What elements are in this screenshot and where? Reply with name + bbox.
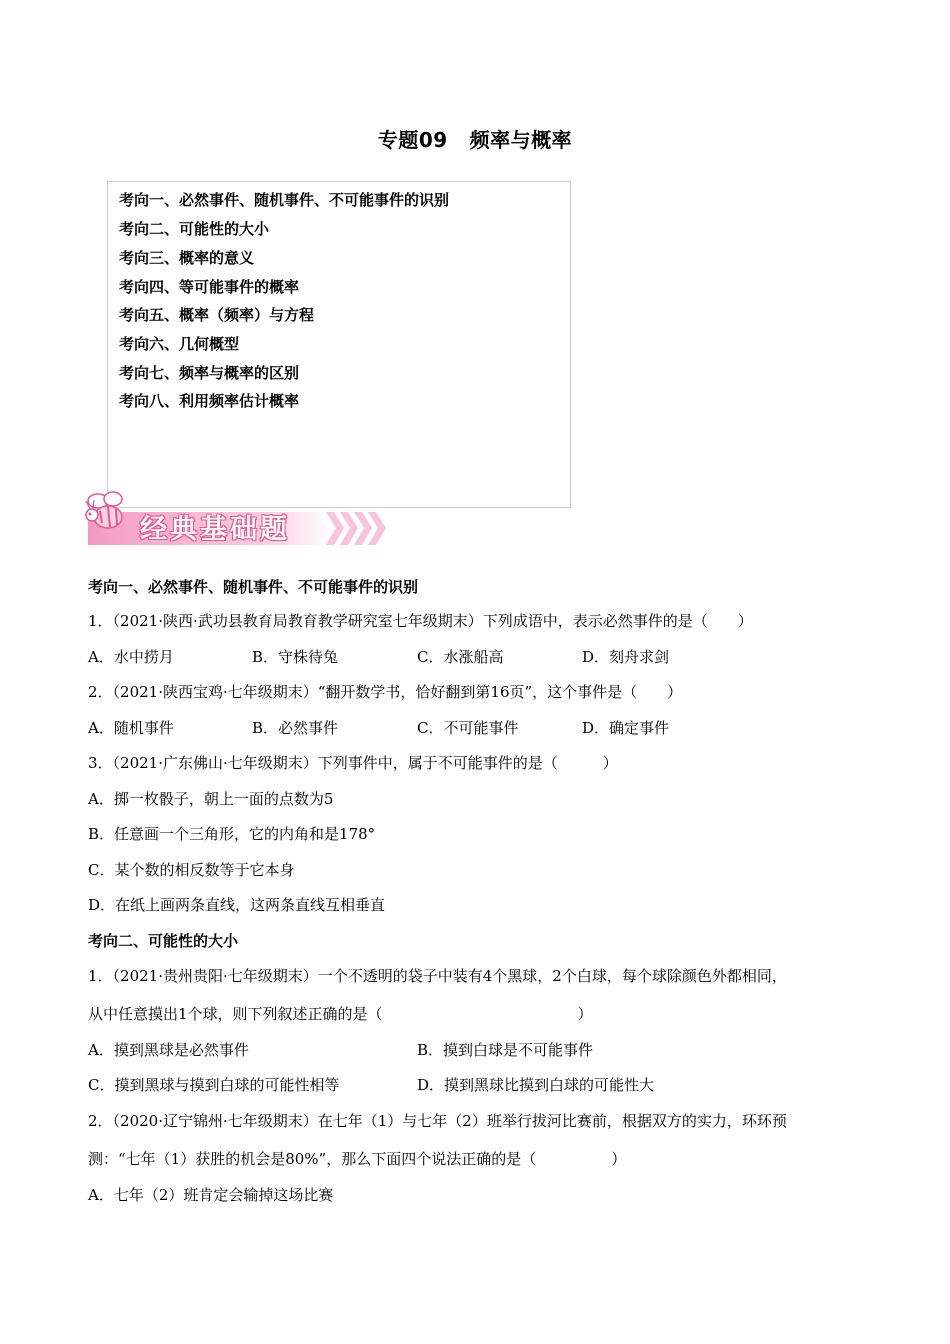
question-text: 2．（2021·陕西宝鸡·七年级期末）“翻开数学书，恰好翻到第16页”，这个事件是（ ） [88,683,683,701]
question-text: 3．（2021·广东佛山·七年级期末）下列事件中，属于不可能事件的是（ ） [88,754,618,772]
option-b: B．摸到白球是不可能事件 [417,1041,594,1059]
toc-item[interactable]: 考向六、几何概型 [119,335,240,353]
option-a: A．七年（2）班肯定会输掉这场比赛 [88,1186,334,1204]
section-heading: 考向二、可能性的大小 [88,932,239,950]
chevron-decoration-icon [326,512,386,545]
toc-item[interactable]: 考向七、频率与概率的区别 [119,364,300,382]
option-a: A．水中捞月 [88,648,174,666]
page-title [0,124,950,153]
toc-item[interactable]: 考向八、利用频率估计概率 [119,392,300,410]
toc-item[interactable]: 考向三、概率的意义 [119,249,255,267]
option-c: C．不可能事件 [417,719,519,737]
question-text: 从中任意摸出1个球，则下列叙述正确的是（ ） [88,1005,593,1023]
section-heading: 考向一、必然事件、随机事件、不可能事件的识别 [88,578,419,596]
option-b: B．任意画一个三角形，它的内角和是178° [88,825,376,843]
option-d: D．在纸上画两条直线，这两条直线互相垂直 [88,896,386,914]
toc-box [107,181,571,508]
option-d: D．确定事件 [582,719,670,737]
question-text: 测：“七年（1）获胜的机会是80%”，那么下面四个说法正确的是（ ） [88,1150,627,1168]
banner-title: 经典基础题 [140,514,290,545]
option-c: C．摸到黑球与摸到白球的可能性相等 [88,1076,340,1094]
option-a: A．掷一枚骰子，朝上一面的点数为5 [88,790,334,808]
option-b: B．必然事件 [252,719,339,737]
option-d: D．刻舟求剑 [582,648,670,666]
option-a: A．随机事件 [88,719,174,737]
title-number: 专题09 [377,128,448,152]
option-a: A．摸到黑球是必然事件 [88,1041,249,1059]
toc-item[interactable]: 考向五、概率（频率）与方程 [119,306,315,324]
toc-item[interactable]: 考向二、可能性的大小 [119,220,270,238]
toc-item[interactable]: 考向四、等可能事件的概率 [119,278,300,296]
option-d: D．摸到黑球比摸到白球的可能性大 [417,1076,655,1094]
option-c: C．水涨船高 [417,648,504,666]
option-c: C．某个数的相反数等于它本身 [88,861,295,879]
option-b: B．守株待兔 [252,648,339,666]
question-text: 1．（2021·贵州贵阳·七年级期末）一个不透明的袋子中装有4个黑球，2个白球，每个球除颜色外都相同， [88,967,787,985]
question-text: 1．（2021·陕西·武功县教育局教育教学研究室七年级期末）下列成语中，表示必然事件的是（ ） [88,612,753,630]
toc-item[interactable]: 考向一、必然事件、随机事件、不可能事件的识别 [119,191,450,209]
question-text: 2．（2020·辽宁锦州·七年级期末）在七年（1）与七年（2）班举行拔河比赛前，根据双方的实力，环环预 [88,1112,787,1130]
title-topic: 频率与概率 [469,128,573,152]
